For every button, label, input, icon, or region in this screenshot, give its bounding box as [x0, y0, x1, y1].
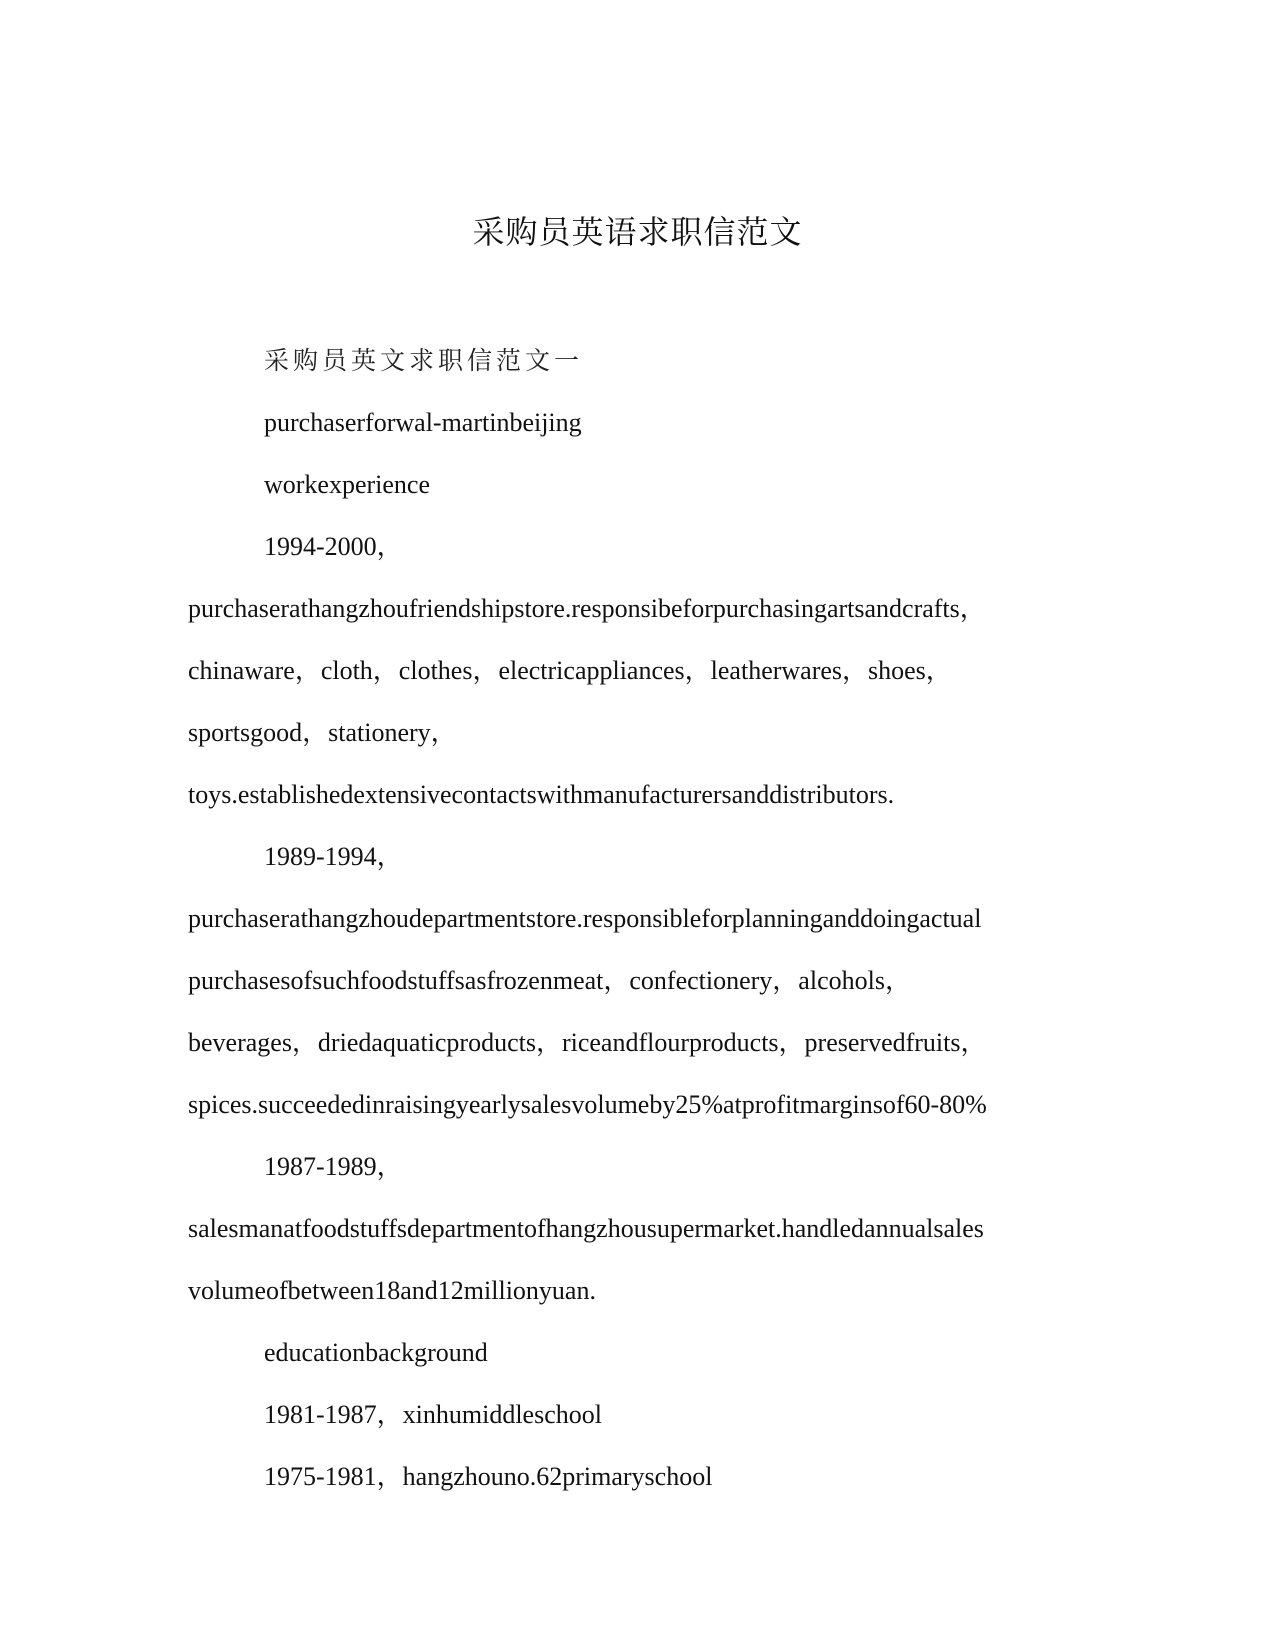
document-title: 采购员英语求职信范文 [472, 213, 803, 251]
section-heading: 采购员英文求职信范文一 [264, 346, 584, 375]
period-line: 1994-2000， [264, 532, 403, 561]
education-entry: 1975-1981，hangzhouno.62primaryschool [264, 1462, 713, 1491]
paragraph-line: volumeofbetween18and12millionyuan. [188, 1276, 596, 1305]
paragraph-line: toys.establishedextensivecontactswithmanufacturersanddistributors. [188, 780, 895, 809]
work-experience-heading: workexperience [264, 470, 431, 499]
paragraph-line: purchasesofsuchfoodstuffsasfrozenmeat，confectionery，alcohols， [188, 966, 911, 995]
paragraph-line: purchaserathangzhoudepartmentstore.responsibleforplanninganddoingactual [188, 904, 982, 933]
paragraph-line: beverages，driedaquaticproducts，riceandflourproducts，preservedfruits， [188, 1028, 987, 1057]
period-line: 1989-1994， [264, 842, 403, 871]
paragraph-line: spices.succeededinraisingyearlysalesvolumeby25%atprofitmarginsof60-80% [188, 1090, 987, 1119]
paragraph-line: chinaware，cloth，clothes，electricappliances，leatherwares，shoes， [188, 656, 952, 685]
education-heading: educationbackground [264, 1338, 488, 1367]
paragraph-line: purchaserathangzhoufriendshipstore.responsibeforpurchasingartsandcrafts， [188, 594, 986, 623]
position-line: purchaserforwal-martinbeijing [264, 408, 582, 437]
paragraph-line: sportsgood，stationery， [188, 718, 457, 747]
document-body [188, 330, 1098, 1508]
education-entry: 1981-1987，xinhumiddleschool [264, 1400, 602, 1429]
paragraph-line: salesmanatfoodstuffsdepartmentofhangzhousupermarket.handledannualsales [188, 1214, 984, 1243]
period-line: 1987-1989， [264, 1152, 403, 1181]
